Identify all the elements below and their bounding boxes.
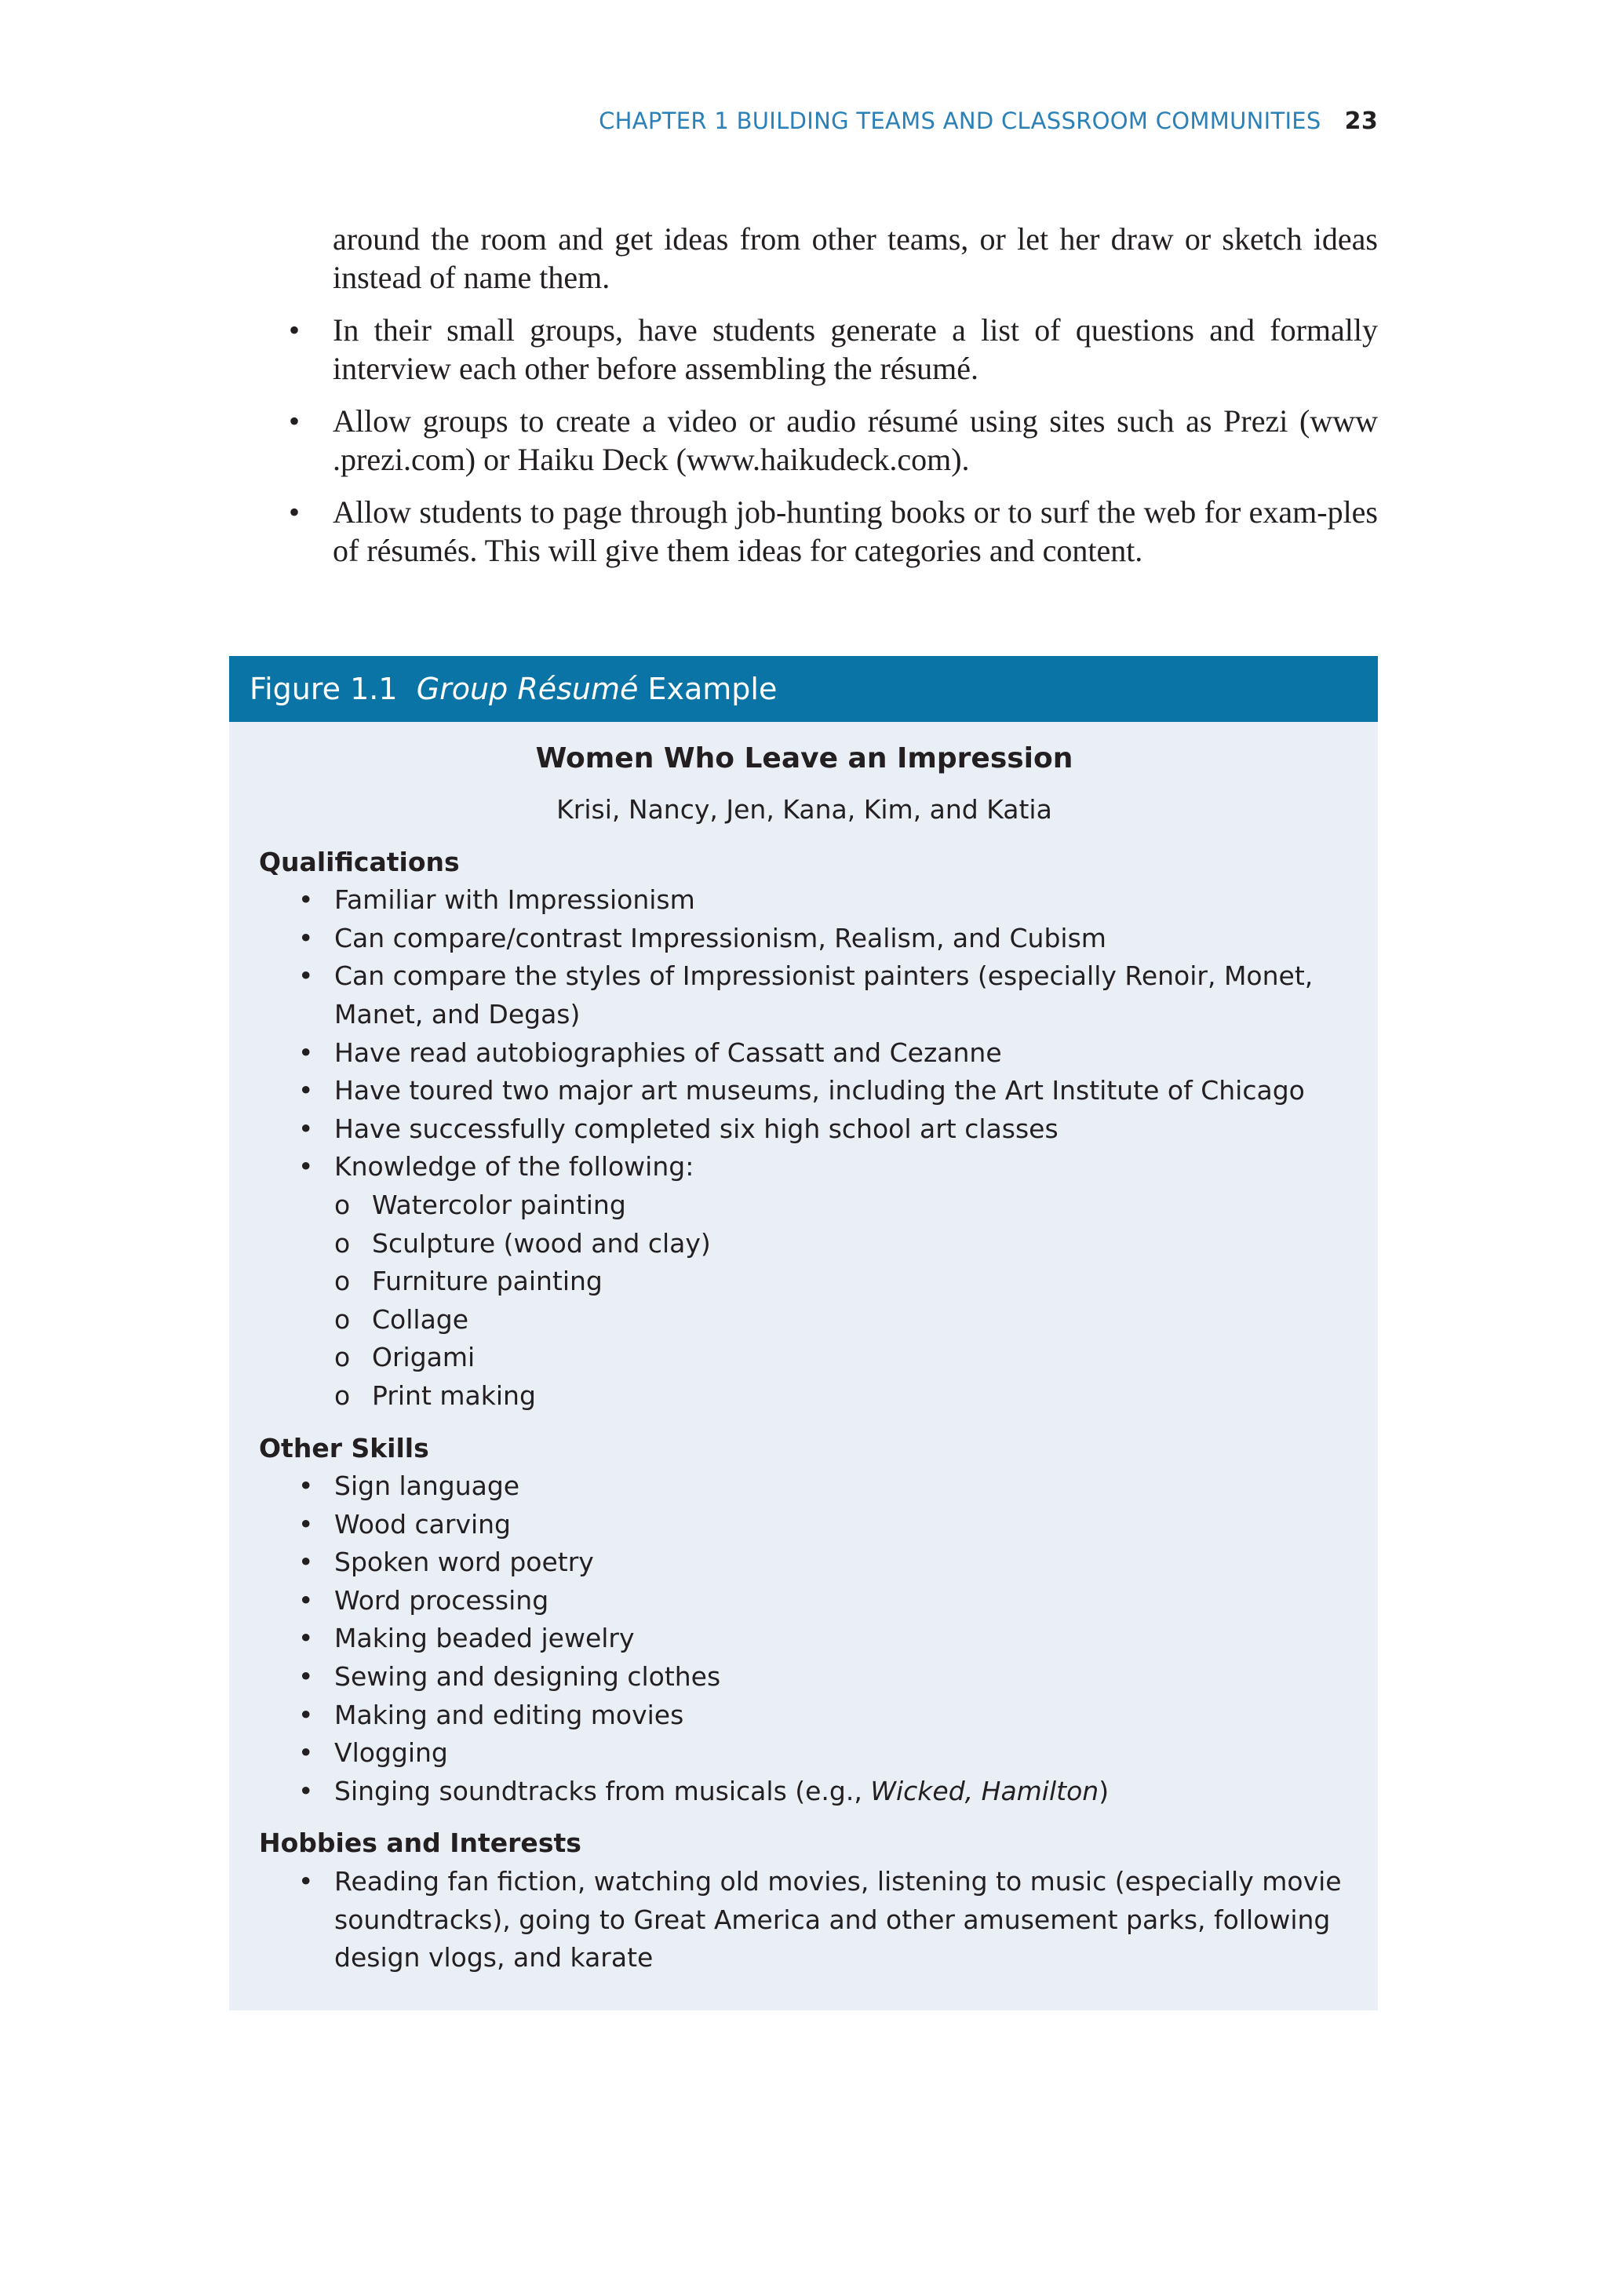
list-item: • In their small groups, have students generate a list of questions and formally interview each other before assembling the résumé. xyxy=(333,311,1378,388)
list-item: • Can compare/contrast Impressionism, Realism, and Cubism xyxy=(259,920,1350,958)
list-item: • Familiar with Impressionism xyxy=(259,881,1350,920)
list-item: • Wood carving xyxy=(259,1506,1350,1544)
other-skills-list xyxy=(259,1467,1350,1810)
list-item: • Allow students to page through job-hunting books or to surf the web for exam-ples of résumés. This will give them ideas for categories and content. xyxy=(333,493,1378,570)
list-item: • Can compare the styles of Impressionist painters (especially Renoir, Monet, Manet, and Degas) xyxy=(259,957,1350,1033)
figure-title-rest: Example xyxy=(647,672,778,706)
list-item xyxy=(259,1148,1350,1415)
list-item: • Spoken word poetry xyxy=(259,1543,1350,1582)
sub-list-item: o Print making xyxy=(334,1377,1350,1416)
sub-list-item: o Sculpture (wood and clay) xyxy=(334,1225,1350,1263)
figure-box xyxy=(229,656,1378,2010)
sub-list-item: o Collage xyxy=(334,1301,1350,1339)
list-item: • Have toured two major art museums, including the Art Institute of Chicago xyxy=(259,1072,1350,1110)
list-item: • Have successfully completed six high school art classes xyxy=(259,1110,1350,1149)
list-item: • Word processing xyxy=(259,1582,1350,1620)
figure-title-italic: Group Résumé xyxy=(416,672,639,706)
list-item xyxy=(259,1773,1350,1811)
qualifications-heading: Qualifications xyxy=(259,846,460,877)
list-item: • Making and editing movies xyxy=(259,1696,1350,1735)
figure-label: Figure 1.1 xyxy=(250,672,398,706)
list-item: • Making beaded jewelry xyxy=(259,1620,1350,1658)
running-head xyxy=(235,104,1378,139)
sub-list-item: o Furniture painting xyxy=(334,1263,1350,1301)
list-item: • Allow groups to create a video or audio résumé using sites such as Prezi (www .prezi.com) or Haiku Deck (www.haikudeck.com). xyxy=(333,402,1378,479)
figure-body xyxy=(229,739,1378,1977)
sub-list-item: o Origami xyxy=(334,1339,1350,1377)
figure-caption xyxy=(229,656,1378,722)
knowledge-label: Knowledge of the following: xyxy=(334,1151,694,1183)
page-number: 23 xyxy=(1344,108,1378,135)
group-members: Krisi, Nancy, Jen, Kana, Kim, and Katia xyxy=(556,794,1052,825)
qualifications-list xyxy=(259,881,1350,1415)
resume-title: Women Who Leave an Impression xyxy=(535,742,1073,774)
list-item: • Sewing and designing clothes xyxy=(259,1658,1350,1696)
list-item: • Reading fan fiction, watching old movies, listening to music (especially movie soundtracks), going to Great America and other amusement parks, following design vlogs, and karate xyxy=(259,1863,1350,1977)
intro-bullet-list xyxy=(333,311,1378,570)
continuation-paragraph: around the room and get ideas from other teams, or let her draw or sketch ideas instead of name them. xyxy=(333,221,1378,295)
sub-list-item: o Watercolor painting xyxy=(334,1186,1350,1225)
list-item: • Sign language xyxy=(259,1467,1350,1506)
chapter-title: CHAPTER 1 BUILDING TEAMS AND CLASSROOM COMMUNITIES xyxy=(599,108,1321,134)
hobbies-list xyxy=(259,1863,1350,1977)
list-item: • Vlogging xyxy=(259,1734,1350,1773)
knowledge-sublist xyxy=(334,1186,1350,1416)
list-item: • Have read autobiographies of Cassatt and Cezanne xyxy=(259,1034,1350,1073)
intro-text xyxy=(333,220,1378,584)
musicals-titles: Wicked, Hamilton xyxy=(870,1775,1099,1806)
hobbies-heading: Hobbies and Interests xyxy=(259,1828,581,1859)
musicals-prefix: Singing soundtracks from musicals (e.g., xyxy=(334,1775,871,1806)
musicals-suffix: ) xyxy=(1099,1775,1110,1806)
other-skills-heading: Other Skills xyxy=(259,1432,429,1463)
